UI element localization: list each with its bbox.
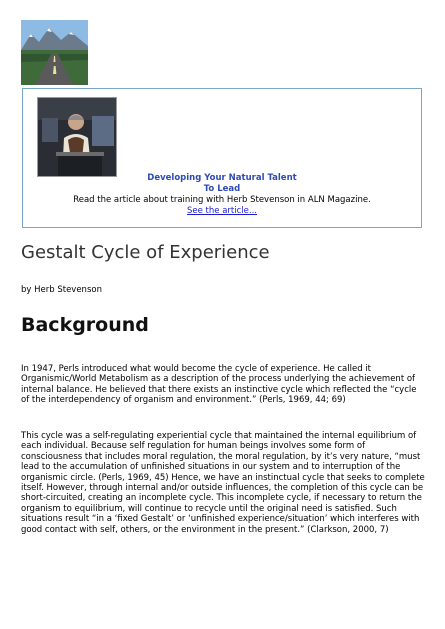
see-article-link[interactable]: See the article...: [187, 206, 257, 216]
section-heading: Background: [21, 314, 149, 336]
promo-box: [22, 88, 422, 228]
promo-title-line1: Developing Your Natural Talent: [147, 173, 297, 183]
speaker-photo[interactable]: [37, 97, 117, 177]
paragraph: In 1947, Perls introduced what would become the cycle of experience. He called it Organismic/World Metabolism as a description of the process underlying the achievement of internal balance. He believed that there exists an instinctive cycle which reflected the “cycle of the interdependency of organism and environment.” (Perls, 1969, 44; 69): [21, 364, 417, 406]
promo-description: Read the article about training with Herb Stevenson in ALN Magazine.: [73, 195, 371, 205]
mountain-road-logo[interactable]: [21, 20, 88, 85]
page-title: Gestalt Cycle of Experience: [21, 242, 270, 263]
promo-title-line2: To Lead: [203, 184, 241, 194]
author-byline: by Herb Stevenson: [21, 285, 102, 295]
paragraph: This cycle was a self-regulating experiential cycle that maintained the internal equilibrium of each individual. Because self regulation for human beings involves some form of consciousness that includes moral regulation, the moral regulation, by it’s very nature, “must lead to the accumulation of unfinished situations in our system and to interruption of the organismic circle. (Perls, 1969, 45) Hence, we have an instinctual cycle that seeks to complete itself. However, through internal and/or outside influences, the completion of this cycle can be short-circuited, creating an incomplete cycle. This incomplete cycle, if necessary to return the organism to equilibrium, will continue to recycle until the original need is satisfied. Such situations result “in a ‘fixed Gestalt’ or ‘unfinished experience/situation’ which interferes with good contact with self, others, or the environment in the present.” (Clarkson, 2000, 7): [21, 431, 425, 535]
